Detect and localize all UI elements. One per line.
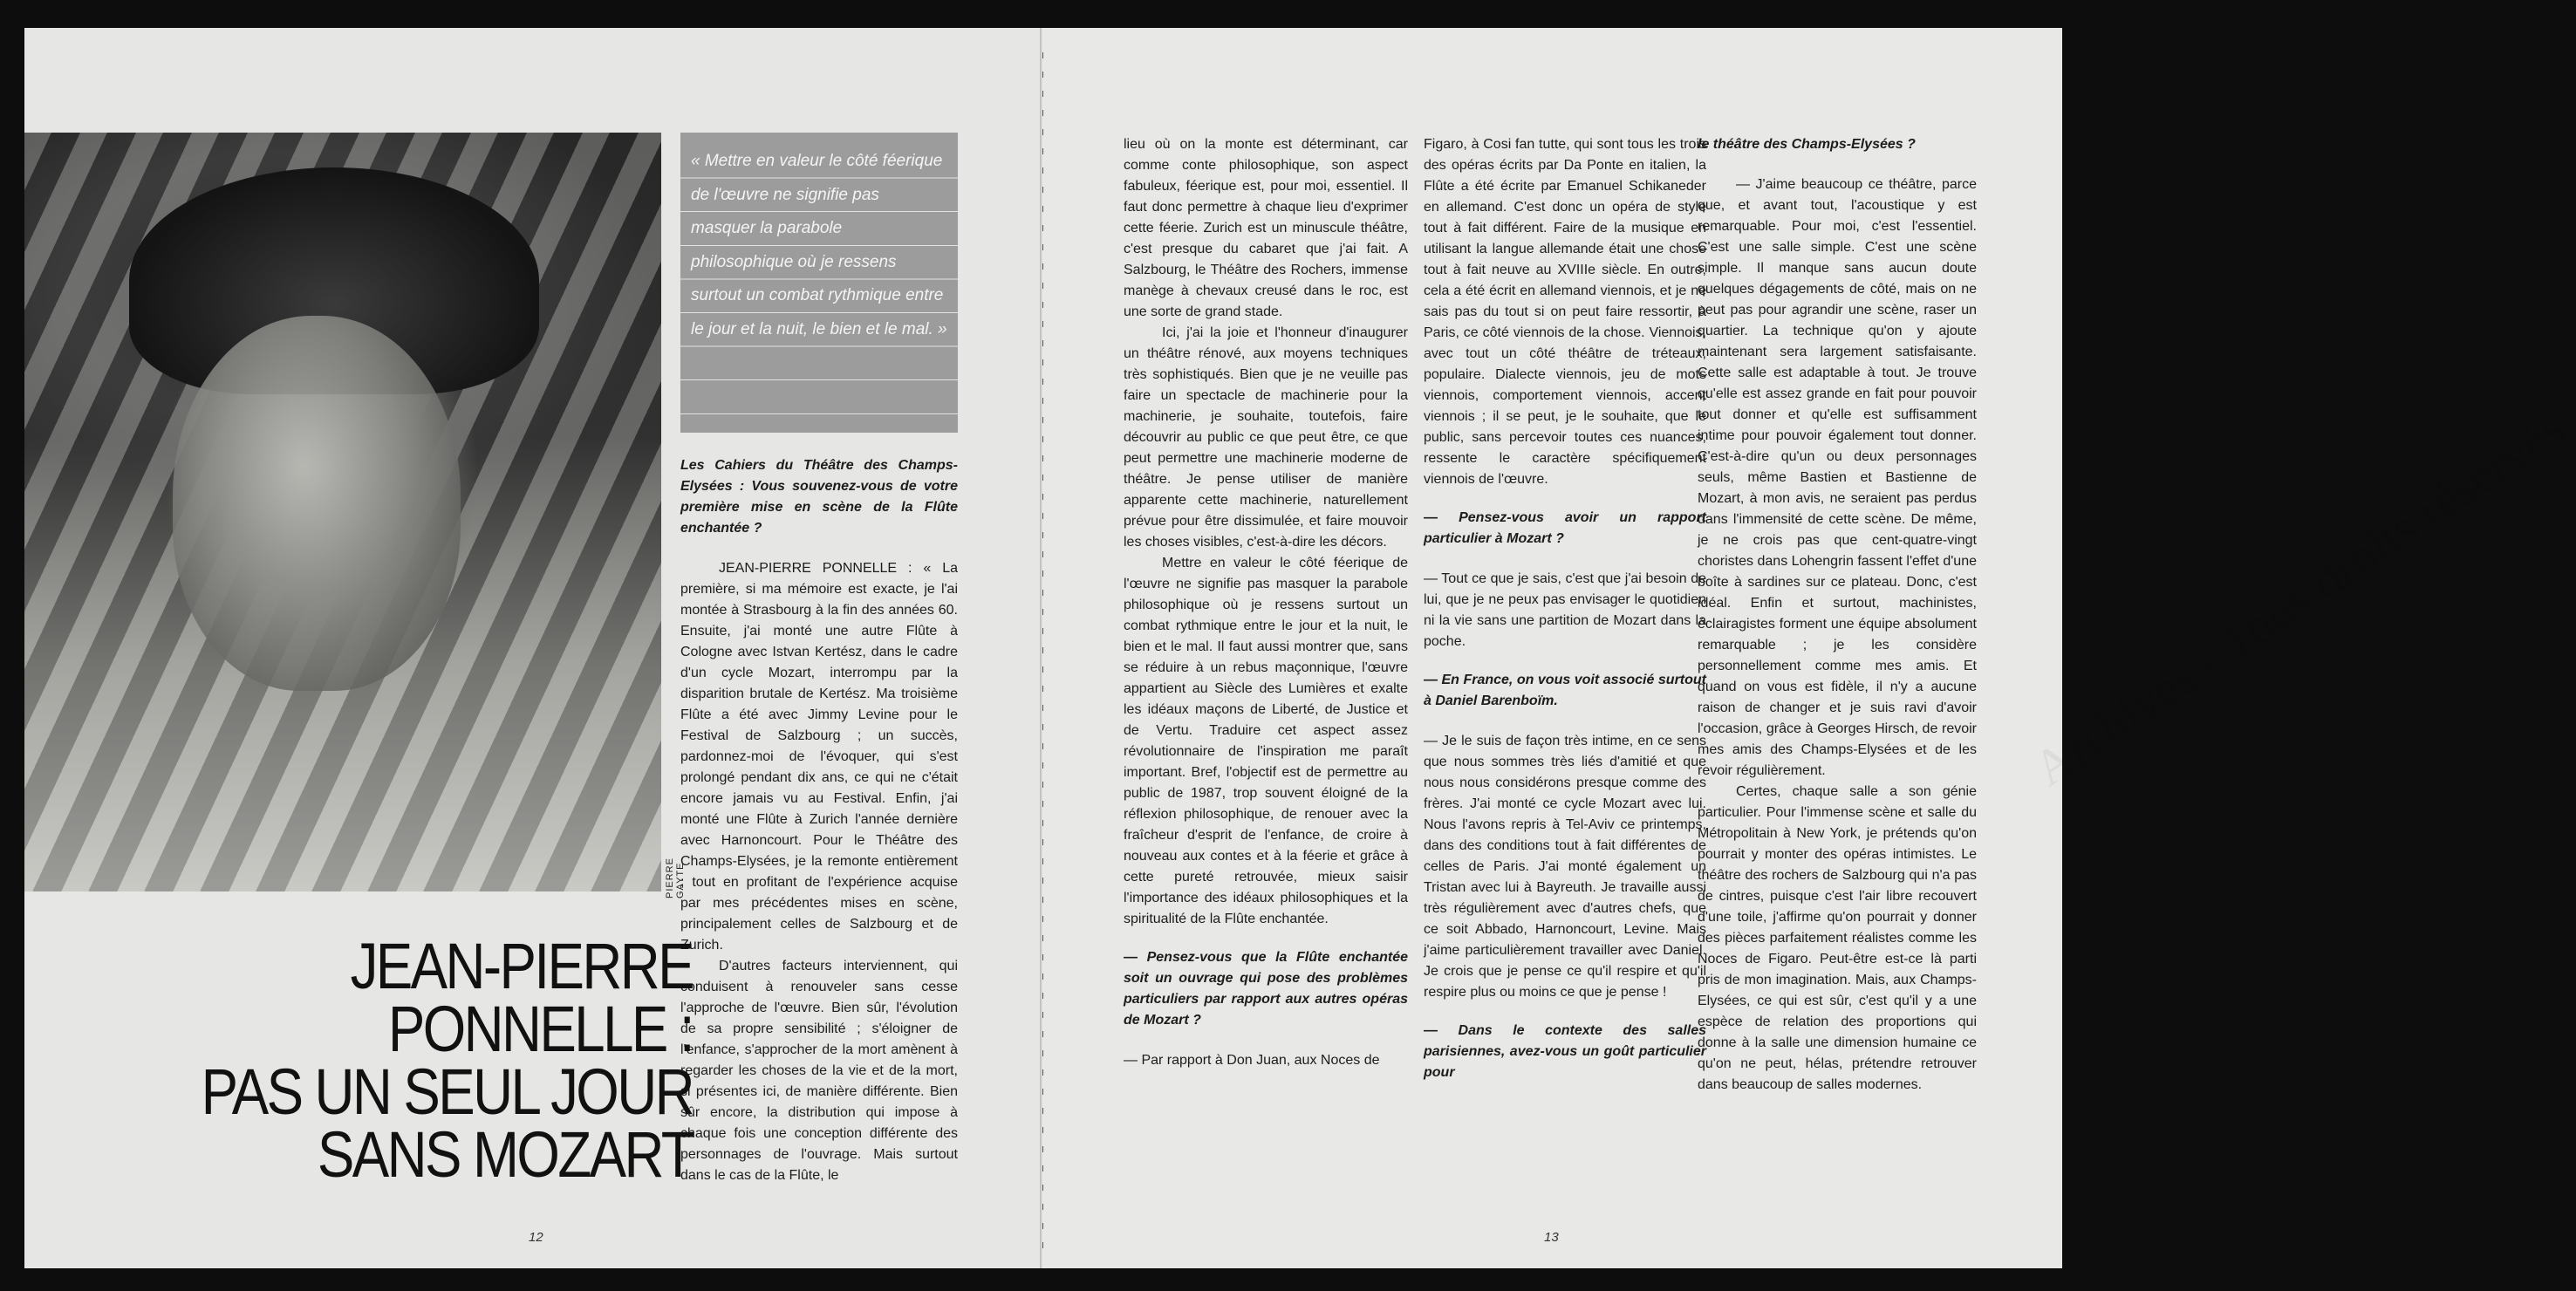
right-column-2 xyxy=(1424,134,1706,1103)
headline-line: PAS UN SEUL JOUR xyxy=(201,1055,694,1128)
text-paragraph: — J'aime beaucoup ce théâtre, parce que, et avant tout, l'acoustique y est remarquable. Pour moi, c'est l'essentiel. C'est une salle simple. C'est une scène simple. Il manque sans aucun doute quelques dégagements de côté, mais on ne peut pas pour agrandir une scène, raser un quartier. La technique qu'on y ajoute maintenant sera largement satisfaisante. Cette salle est adaptable à tout. Je trouve qu'elle est assez grande en fait pour pouvoir tout donner et qu'elle est suffisamment intime pour pouvoir également tout donner. C'est-à-dire qu'un ou deux personnages seuls, même Bastien et Bastienne de Mozart, à mon avis, ne seraient pas perdus dans l'immensité de cette scène. De même, je ne crois pas que cent-quatre-vingt choristes dans Lohengrin fassent l'effet d'une boîte à sardines sur ce plateau. Donc, c'est idéal. Enfin et surtout, machinistes, éclairagistes forment une équipe absolument remarquable ; je les considère personnellement comme mes amis. Et quand on vous est fidèle, il n'y a aucune raison de changer et je suis ravi d'avoir l'occasion, grâce à Georges Hirsch, de revoir mes amis des Champs-Elysées et de les revoir régulièrement. xyxy=(1698,177,1977,778)
page-number-right: 13 xyxy=(1544,1230,1559,1245)
pull-quote: « Mettre en valeur le côté féerique de l'œuvre ne signifie pas masquer la parabole philosophique où je ressens surtout un combat rythmique entre le jour et la nuit, le bien et le mal. » xyxy=(680,133,958,433)
text-paragraph: Mettre en valeur le côté féerique de l'œuvre ne signifie pas masquer la parabole philosophique où je ressens surtout un combat rythmique entre le jour et la nuit, le bien et le mal. Il faut aussi montrer que, sans se réduire à un rebus maçonnique, l'œuvre appartient au Siècle des Lumières et exalte les idéaux maçons de Liberté, de Justice et de Vertu. Traduire cet aspect assez révolutionnaire de l'inspiration me paraît important. Bref, l'objectif est de permettre au public de 1987, trop souvent éloigné de la réflexion philosophique, de renouer avec la fraîcheur d'esprit de l'enfance, de croire à nouveau aux contes et à la féerie et grâce à cette pureté retrouvée, mieux saisir l'importance des idéaux philosophiques et la spiritualité de la Flûte enchantée. xyxy=(1124,556,1408,926)
left-article-column xyxy=(680,455,958,1186)
article-headline xyxy=(163,930,694,1191)
text-paragraph: — Par rapport à Don Juan, aux Noces de xyxy=(1124,1053,1380,1068)
text-paragraph: — Tout ce que je sais, c'est que j'ai besoin de lui, que je ne peux pas envisager le quotidien ni la vie sans une partition de Mozart dans la poche. xyxy=(1424,571,1706,649)
interview-question: — Dans le contexte des salles parisiennes, avez-vous un goût particulier pour xyxy=(1424,1023,1706,1080)
right-column-3 xyxy=(1698,134,1977,1096)
left-page xyxy=(24,28,1043,1268)
portrait-photo xyxy=(24,133,661,891)
page-number-left: 12 xyxy=(529,1230,543,1245)
text-paragraph: Ici, j'ai la joie et l'honneur d'inaugurer un théâtre rénové, aux moyens techniques très sophistiqués. Bien que je ne veuille pas faire un spectacle de machinerie pour la machinerie, je souhaite, toutefois, faire découvrir au public ce que peut être, ce que peut permettre une machinerie moderne de théâtre. Je pense utiliser de manière apparente cette machinerie, naturellement prévue pour être dissimulée, et faire mouvoir les choses visibles, c'est-à-dire les décors. xyxy=(1124,325,1408,550)
text-paragraph: — Je le suis de façon très intime, en ce sens que nous sommes très liés d'amitié et que nous nous considérons presque comme des frères. J'ai monté ce cycle Mozart avec lui. Nous l'avons repris à Tel-Aviv ce printemps, dans des conditions tout à fait différentes de celles de Paris. J'ai monté également un Tristan avec lui à Bayreuth. Je travaille aussi très régulièrement avec d'autres chefs, que ce soit Abbado, Harnoncourt, Levine. Mais j'aime particulièrement travailler avec Daniel. Je crois que je pense ce qu'il respire et qu'il respire plus ou moins ce que je pense ! xyxy=(1424,734,1706,1000)
interview-question: le théâtre des Champs-Elysées ? xyxy=(1698,137,1916,152)
interview-question: Les Cahiers du Théâtre des Champs-Elysées : Vous souvenez-vous de votre première mise en scène de la Flûte enchantée ? xyxy=(680,458,958,536)
interview-question: — Pensez-vous que la Flûte enchantée soit un ouvrage qui pose des problèmes particuliers par rapport aux autres opéras de Mozart ? xyxy=(1124,950,1408,1028)
headline-line: JEAN-PIERRE xyxy=(350,930,693,1002)
interview-answer: JEAN-PIERRE PONNELLE : « La première, si ma mémoire est exacte, je l'ai montée à Strasbourg à la fin des années 60. Ensuite, j'ai monté une autre Flûte à Cologne avec Istvan Kertész, dans le cadre d'un cycle Mozart, interrompu par la disparition brutale de Kertész. Ma troisième Flûte a été avec Jimmy Levine pour le Festival de Salzbourg ; un succès, pardonnez-moi de l'évoquer, qui s'est prolongé pendant dix ans, ce qui ne c'était encore jamais vu au Festival. Enfin, j'ai monté une Flûte à Zurich l'année dernière avec Harnoncourt. Pour le Théâtre des Champs-Elysées, je la remonte entièrement ; tout en profitant de l'expérience acquise par mes précédentes mises en scène, principalement celles de Salzbourg et de Zurich. xyxy=(680,561,958,953)
headline-line: PONNELLE : xyxy=(387,993,693,1065)
interview-answer: D'autres facteurs interviennent, qui conduisent à renouveler sans cesse l'approche de l'œuvre. Bien sûr, l'évolution de sa propre sensibilité ; s'éloigner de l'enfance, s'approcher de la mort amènent à regarder les choses de la vie et de la mort, si présentes ici, de manière différente. Bien sûr encore, la distribution qui impose à chaque fois une conception différente des personnages de l'ouvrage. Mais surtout dans le cas de la Flûte, le xyxy=(680,959,958,1183)
portrait-face xyxy=(173,316,461,691)
text-paragraph: Figaro, à Cosi fan tutte, qui sont tous les trois des opéras écrits par Da Ponte en italien, la Flûte a été écrite par Emanuel Schikaneder en allemand. C'est donc un opéra de style tout à fait différent. Faire de la musique en utilisant la langue allemande était une chose tout à fait neuve au XVIIIe siècle. En outre, cela a été écrit en allemand viennois, et je ne sais pas du tout si on peut faire ressortir, à Paris, ce côté viennois de la chose. Viennois, avec tout un côté théâtre de tréteaux, populaire. Dialecte viennois, jeu de mots viennois, comportement viennois, accent viennois ; il se peut, je le souhaite, que le public, sans percevoir toutes ces nuances, ressente le caractère spécifiquement viennois de l'œuvre. xyxy=(1424,137,1706,487)
interview-question: — Pensez-vous avoir un rapport particulier à Mozart ? xyxy=(1424,510,1706,546)
text-paragraph: Certes, chaque salle a son génie particulier. Pour l'immense scène et salle du Métropolitain à New York, je prétends qu'on pourrait y monter des opéras intimistes. Le théâtre des rochers de Salzbourg qui n'a pas de cintres, puisque c'est l'air libre recouvert d'une toile, j'affirme qu'on pourrait y donner des pièces parfaitement réalistes comme les Noces de Figaro. Peut-être est-ce là parti pris de mon imagination. Mais, aux Champs-Elysées, ce qui est sûr, c'est qu'il y a une espèce de relation des proportions qui donne à la salle une dimension humaine ce qu'on ne peut, hélas, prétendre retrouver dans beaucoup de salles modernes. xyxy=(1698,784,1977,1092)
text-paragraph: lieu où on la monte est déterminant, car comme conte philosophique, son aspect fabuleux, féerique est, pour moi, essentiel. Il faut donc permettre à chaque lieu d'exprimer cette féerie. Zurich est un minuscule théâtre, c'est presque du cabaret que j'ai fait. A Salzbourg, le Théâtre des Rochers, immense manège à chevaux creusé dans le roc, est une sorte de grand stade. xyxy=(1124,137,1408,319)
interview-question: — En France, on vous voit associé surtout à Daniel Barenboïm. xyxy=(1424,673,1706,708)
photo-credit: PIERRE GAYTE xyxy=(665,857,686,898)
headline-line: SANS MOZART xyxy=(317,1118,693,1191)
watermark: Archives - Tous droits réservés xyxy=(2023,399,2576,797)
right-column-1 xyxy=(1124,134,1408,1071)
